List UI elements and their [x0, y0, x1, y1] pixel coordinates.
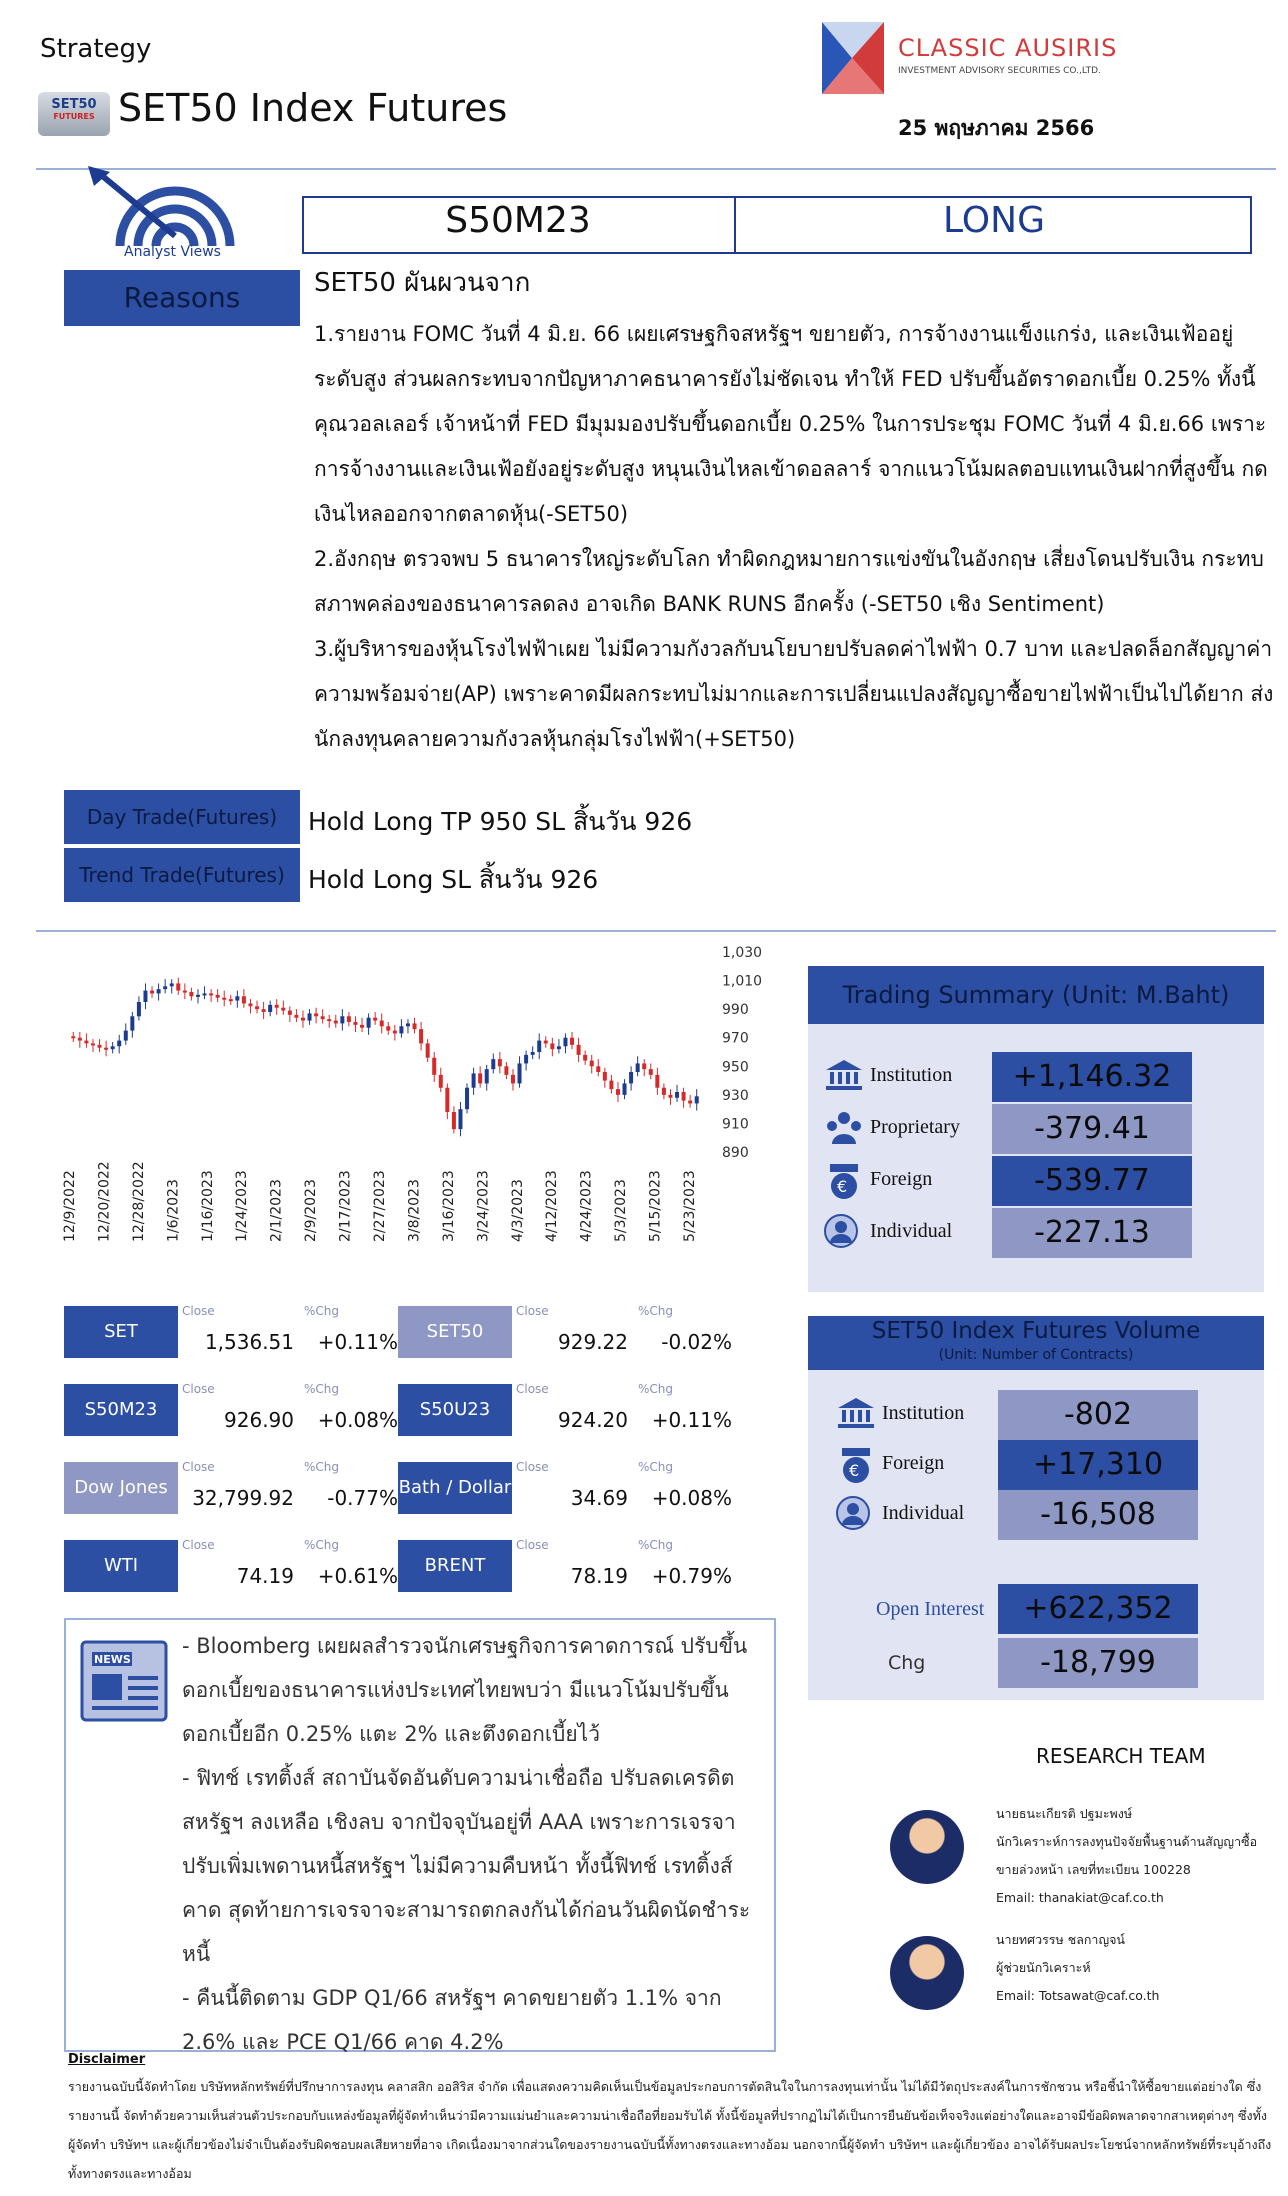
analyst-1-info — [996, 1800, 1276, 1912]
x-tick-label: 1/24/2023 — [234, 1170, 251, 1242]
candle-body — [222, 998, 226, 1000]
open-interest-value: +622,352 — [998, 1584, 1198, 1634]
x-tick-label: 2/17/2023 — [337, 1170, 354, 1242]
y-tick-label: 1,010 — [722, 973, 763, 990]
market-close-label: Close — [516, 1538, 549, 1552]
market-label: WTI — [64, 1540, 178, 1592]
reason-paragraph: 1.รายงาน FOMC วันที่ 4 มิ.ย. 66 เผยเศรษฐกิจสหรัฐฯ ขยายตัว, การจ้างงานแข็งแกร่ง, และเงินเฟ้ออยู่ระดับสูง ส่วนผลกระทบจากปัญหาภาคธนาคารยังไม่ชัดเจน ทำให้ FED ปรับขึ้นอัตราดอกเบี้ย 0.25% ทั้งนี้คุณวอลเลอร์ เจ้าหน้าที่ FED มีมุมมองปรับขึ้นดอกเบี้ย 0.25% ในการประชุม FOMC วันที่ 4 มิ.ย.66 เพราะการจ้างงานและเงินเฟ้อยังอยู่ระดับสูง หนุนเงินไหลเข้าดอลลาร์ จากแนวโน้มผลตอบแทนเงินฝากที่สูงขึ้น กดเงินไหลออกจากตลาดหุ้น(-SET50) — [314, 322, 1268, 526]
x-tick-label: 12/28/2022 — [130, 1161, 147, 1242]
market-chg-value: +0.11% — [651, 1408, 732, 1432]
company-subtitle: INVESTMENT ADVISORY SECURITIES CO.,LTD. — [898, 66, 1101, 76]
candle-body — [176, 983, 180, 990]
candle-body — [491, 1059, 495, 1069]
foreign-money-icon — [824, 1162, 864, 1204]
reasons-body — [314, 312, 1274, 762]
row-label: Institution — [870, 1064, 953, 1086]
person-icon — [824, 1214, 858, 1252]
market-chg-value: +0.11% — [317, 1330, 398, 1354]
market-close-label: Close — [182, 1538, 215, 1552]
candle-body — [275, 1005, 279, 1008]
candle-body — [623, 1083, 627, 1094]
market-close-label: Close — [182, 1460, 215, 1474]
contract-position: LONG — [943, 200, 1045, 241]
candle-body — [373, 1018, 377, 1021]
page-title: SET50 Index Futures — [118, 86, 508, 130]
y-tick-label: 970 — [722, 1030, 749, 1047]
trend-trade-value: Hold Long SL สิ้นวัน 926 — [308, 865, 599, 894]
candle-body — [426, 1043, 430, 1057]
candle-body — [196, 995, 200, 997]
x-tick-label: 2/1/2023 — [268, 1179, 285, 1242]
candle-body — [143, 991, 147, 1002]
x-tick-label: 4/24/2023 — [578, 1170, 595, 1242]
news-item: - ฟิทช์ เรทติ้งส์ สถาบันจัดอันดับความน่าเชื่อถือ ปรับลดเครดิตสหรัฐฯ ลงเหลือ เชิงลบ จากปัจจุบันอยู่ที่ AAA เพราะการเจรจาปรับเพิ่มเพดานหนี้สหรัฐฯ ไม่มีความคืบหน้า ทั้งนี้ฟิทช์ เรทติ้งส์ คาด สุดท้ายการเจรจาจะสามารถตกลงกันได้ก่อนวันผิดนัดชำระหนี้ — [182, 1766, 751, 1966]
candle-body — [465, 1088, 469, 1109]
market-label: S50U23 — [398, 1384, 512, 1436]
market-chg-label: %Chg — [638, 1460, 674, 1474]
candle-body — [294, 1015, 298, 1018]
candle-body — [321, 1016, 325, 1019]
newspaper-icon — [78, 1636, 176, 1724]
market-close-label: Close — [516, 1304, 549, 1318]
candle-body — [360, 1025, 364, 1028]
candle-body — [524, 1055, 528, 1064]
reason-paragraph: 2.อังกฤษ ตรวจพบ 5 ธนาคารใหญ่ระดับโลก ทำผิดกฎหมายการแข่งขันในอังกฤษ เสี่ยงโดนปรับเงิน กระทบสภาพคล่องของธนาคารลดลง อาจเกิด BANK RUNS อีกครั้ง (-SET50 เชิง Sentiment) — [314, 547, 1264, 616]
section-label: Strategy — [40, 34, 152, 64]
x-tick-label: 12/20/2022 — [96, 1161, 113, 1242]
analyst-email: Email: thanakiat@caf.co.th — [996, 1890, 1164, 1905]
candle-body — [439, 1075, 443, 1088]
x-tick-label: 3/24/2023 — [475, 1170, 492, 1242]
market-chg-label: %Chg — [304, 1538, 340, 1552]
day-trade-value: Hold Long TP 950 SL สิ้นวัน 926 — [308, 807, 693, 836]
market-chg-label: %Chg — [304, 1304, 340, 1318]
candle-body — [413, 1023, 417, 1029]
y-tick-label: 890 — [722, 1145, 749, 1161]
candle-body — [209, 993, 213, 995]
candle-body — [504, 1066, 508, 1075]
candle-body — [445, 1088, 449, 1112]
x-tick-label: 2/9/2023 — [303, 1179, 320, 1242]
candle-body — [203, 993, 207, 995]
section-divider — [36, 930, 1276, 932]
row-label: Foreign — [870, 1168, 933, 1190]
bank-icon — [836, 1396, 876, 1434]
candle-body — [170, 983, 174, 986]
candle-body — [393, 1031, 397, 1034]
reasons-label: Reasons — [64, 270, 300, 326]
candle-body — [563, 1038, 567, 1047]
candle-body — [472, 1073, 476, 1087]
company-name: CLASSIC AUSIRIS — [898, 34, 1118, 62]
disclaimer-body: รายงานฉบับนี้จัดทำโดย บริษัทหลักทรัพย์ที่ปรึกษาการลงทุน คลาสสิก ออสิริส จำกัด เพื่อแสดงความคิดเห็นเป็นข้อมูลประกอบการตัดสินใจในการลงทุนเท่านั้น ไม่ได้มีวัตถุประสงค์ในการชักชวน หรือชี้นำให้ซื้อขายแต่อย่างใด ซึ่งรายงานนี้ จัดทำด้วยความเห็นส่วนตัวประกอบกับแหล่งข้อมูลที่ผู้จัดทำเห็นว่ามีความแม่นยำและความน่าเชื่อถือที่ยอมรับได้ ทั้งนี้ข้อมูลที่ปรากฏไม่ได้เป็นการยืนยันข้อเท็จจริงแต่อย่างใดและอาจมีข้อผิดพลาดจากสาเหตุต่างๆ ซึ่งทั้งผู้จัดทำ บริษัทฯ และผู้เกี่ยวข้องไม่จำเป็นต้องรับผิดชอบผลเสียหายที่อาจ เกิดเนื่องมาจากส่วนใดของรายงานฉบับนี้ทั้งทางตรงและทางอ้อม นอกจากนี้ผู้จัดทำ บริษัทฯ และผู้เกี่ยวข้อง อาจได้รับผลประโยชน์จากหลักทรัพย์ที่ระบุอ้างถึงทั้งทางตรงและทางอ้อม — [68, 2079, 1272, 2181]
market-close-label: Close — [516, 1460, 549, 1474]
row-value: -227.13 — [992, 1208, 1192, 1258]
market-close-label: Close — [182, 1382, 215, 1396]
row-value: -379.41 — [992, 1104, 1192, 1154]
x-tick-label: 4/12/2023 — [544, 1170, 561, 1242]
analyst-name: นายธนะเกียรติ ปฐมะพงษ์ — [996, 1806, 1133, 1821]
candle-body — [367, 1018, 371, 1028]
candle-body — [537, 1041, 541, 1052]
row-value: -16,508 — [998, 1490, 1198, 1540]
candle-body — [675, 1092, 679, 1098]
svg-text:€: € — [849, 1461, 860, 1480]
candle-body — [91, 1043, 95, 1045]
candle-body — [248, 1003, 252, 1006]
candle-body — [629, 1072, 633, 1083]
disclaimer-title: Disclaimer — [68, 2052, 146, 2067]
candle-body — [235, 996, 239, 1000]
candle-body — [98, 1045, 102, 1048]
open-interest-chg-value: -18,799 — [998, 1638, 1198, 1688]
row-label: Individual — [882, 1502, 965, 1524]
candle-body — [655, 1075, 659, 1088]
candle-body — [682, 1092, 686, 1101]
candle-body — [531, 1052, 535, 1055]
reasons-heading: SET50 ผันผวนจาก — [314, 268, 531, 298]
market-label: Bath / Dollar — [398, 1462, 512, 1514]
candle-body — [163, 986, 167, 989]
candle-body — [511, 1075, 515, 1084]
candle-body — [399, 1026, 403, 1033]
row-label: Individual — [870, 1220, 953, 1242]
candle-body — [71, 1036, 75, 1038]
x-tick-label: 5/3/2023 — [613, 1179, 630, 1242]
candle-body — [117, 1041, 121, 1047]
x-tick-label: 5/23/2023 — [682, 1170, 698, 1242]
market-chg-label: %Chg — [638, 1538, 674, 1552]
market-close-label: Close — [516, 1382, 549, 1396]
row-label: Proprietary — [870, 1116, 960, 1138]
candle-body — [183, 991, 187, 993]
candle-body — [314, 1013, 318, 1016]
candle-body — [301, 1018, 305, 1021]
trend-trade-label: Trend Trade(Futures) — [64, 848, 300, 902]
market-close-value: 929.22 — [558, 1330, 628, 1354]
foreign-money-icon — [836, 1446, 876, 1488]
candle-body — [695, 1096, 699, 1103]
x-tick-label: 12/9/2022 — [62, 1170, 78, 1242]
candle-body — [518, 1063, 522, 1083]
futures-volume-title: SET50 Index Futures Volume — [871, 1318, 1201, 1344]
row-value: +17,310 — [998, 1440, 1198, 1490]
candle-body — [334, 1021, 338, 1024]
market-close-value: 926.90 — [224, 1408, 294, 1432]
candle-body — [636, 1063, 640, 1072]
x-tick-label: 3/16/2023 — [440, 1170, 457, 1242]
candle-body — [432, 1058, 436, 1075]
contract-code: S50M23 — [445, 200, 591, 241]
market-close-value: 924.20 — [558, 1408, 628, 1432]
open-interest-chg-label: Chg — [888, 1652, 926, 1674]
analyst-views-label: Analyst Views — [124, 244, 221, 260]
research-team-title: RESEARCH TEAM — [1036, 1744, 1206, 1768]
market-label: S50M23 — [64, 1384, 178, 1436]
x-tick-label: 1/6/2023 — [165, 1179, 182, 1242]
analyst-2-info — [996, 1926, 1276, 2010]
x-tick-label: 2/27/2023 — [372, 1170, 388, 1242]
news-item: - Bloomberg เผยผลสำรวจนักเศรษฐกิจการคาดการณ์ ปรับขึ้นดอกเบี้ยของธนาคารแห่งประเทศไทยพบว่า มีแนวโน้มปรับขึ้นดอกเบี้ยอีก 0.25% แตะ 2% และตึงดอกเบี้ยไว้ — [182, 1634, 748, 1746]
market-label: SET — [64, 1306, 178, 1358]
candle-body — [327, 1019, 331, 1021]
row-value: +1,146.32 — [992, 1052, 1192, 1102]
candle-body — [281, 1008, 285, 1011]
analyst-avatar — [890, 1810, 964, 1884]
y-tick-label: 910 — [722, 1116, 749, 1133]
set50-futures-logo: SET50 FUTURES — [38, 92, 110, 136]
analyst-avatar — [890, 1936, 964, 2010]
row-value: -802 — [998, 1390, 1198, 1440]
market-close-value: 78.19 — [570, 1564, 628, 1588]
svg-text:€: € — [837, 1177, 848, 1196]
trading-summary-title: Trading Summary (Unit: M.Baht) — [808, 966, 1264, 1024]
news-item: - คืนนี้ติดตาม GDP Q1/66 สหรัฐฯ คาดขยายตัว 1.1% จาก 2.6% และ PCE Q1/66 คาด 4.2% — [182, 1986, 722, 2054]
candle-body — [137, 1002, 141, 1016]
candle-body — [130, 1016, 134, 1030]
candle-body — [242, 996, 246, 1003]
candle-body — [419, 1029, 423, 1043]
market-chg-value: -0.02% — [661, 1330, 732, 1354]
y-tick-label: 950 — [722, 1059, 749, 1076]
candle-body — [255, 1006, 259, 1009]
candle-body — [308, 1013, 312, 1020]
news-body — [182, 1624, 762, 2064]
candle-body — [668, 1095, 672, 1098]
candle-body — [616, 1089, 620, 1095]
open-interest-label: Open Interest — [876, 1598, 985, 1620]
row-value: -539.77 — [992, 1156, 1192, 1206]
candle-body — [84, 1041, 88, 1044]
market-chg-label: %Chg — [304, 1382, 340, 1396]
market-chg-value: +0.08% — [651, 1486, 732, 1510]
row-label: Institution — [882, 1402, 965, 1424]
candle-body — [353, 1022, 357, 1025]
candle-body — [340, 1016, 344, 1023]
candle-body — [609, 1081, 613, 1090]
futures-volume-subtitle: (Unit: Number of Contracts) — [938, 1347, 1134, 1363]
market-chg-label: %Chg — [638, 1304, 674, 1318]
market-close-value: 74.19 — [236, 1564, 294, 1588]
analyst-name: นายทศวรรษ ชลกาญจน์ — [996, 1932, 1125, 1947]
market-chg-value: +0.08% — [317, 1408, 398, 1432]
analyst-role: ผู้ช่วยนักวิเคราะห์ — [996, 1960, 1091, 1975]
x-tick-label: 3/8/2023 — [406, 1179, 423, 1242]
set50-candlestick-chart — [60, 940, 780, 1310]
market-chg-value: -0.77% — [327, 1486, 398, 1510]
person-icon — [836, 1496, 870, 1534]
analyst-role: นักวิเคราะห์การลงทุนปัจจัยพื้นฐานด้านสัญญาซื้อ — [996, 1834, 1258, 1849]
candle-body — [78, 1038, 82, 1041]
market-close-value: 34.69 — [570, 1486, 628, 1510]
candle-body — [347, 1016, 351, 1022]
candle-body — [498, 1059, 502, 1066]
candle-body — [150, 991, 154, 994]
candle-body — [662, 1088, 666, 1095]
candle-body — [124, 1031, 128, 1041]
candle-body — [406, 1023, 410, 1026]
day-trade-label: Day Trade(Futures) — [64, 790, 300, 844]
candle-body — [104, 1048, 108, 1050]
company-logo-icon — [822, 22, 884, 94]
candle-body — [458, 1109, 462, 1129]
market-label: Dow Jones — [64, 1462, 178, 1514]
candle-body — [157, 989, 161, 993]
candle-body — [268, 1005, 272, 1012]
x-tick-label: 1/16/2023 — [199, 1170, 216, 1242]
candle-body — [688, 1101, 692, 1104]
analyst-role: ขายล่วงหน้า เลขที่ทะเบียน 100228 — [996, 1862, 1191, 1877]
market-chg-label: %Chg — [304, 1460, 340, 1474]
candle-body — [544, 1041, 548, 1044]
row-label: Foreign — [882, 1452, 945, 1474]
candle-body — [111, 1046, 115, 1049]
y-tick-label: 1,030 — [722, 945, 763, 961]
candle-body — [642, 1063, 646, 1069]
candle-body — [570, 1038, 574, 1045]
candle-body — [603, 1072, 607, 1081]
market-close-value: 1,536.51 — [204, 1330, 294, 1354]
market-close-value: 32,799.92 — [192, 1486, 294, 1510]
candle-body — [550, 1043, 554, 1049]
candle-body — [557, 1046, 561, 1049]
candle-body — [478, 1073, 482, 1083]
y-tick-label: 990 — [722, 1002, 749, 1019]
candle-body — [452, 1112, 456, 1129]
analyst-email: Email: Totsawat@caf.co.th — [996, 1988, 1160, 2003]
candle-body — [577, 1045, 581, 1055]
candle-body — [590, 1061, 594, 1067]
market-label: BRENT — [398, 1540, 512, 1592]
candle-body — [485, 1069, 489, 1083]
candle-body — [229, 999, 233, 1001]
candle-body — [583, 1055, 587, 1061]
candle-body — [649, 1069, 653, 1075]
candle-body — [288, 1011, 292, 1015]
market-chg-value: +0.61% — [317, 1564, 398, 1588]
futures-volume-header — [808, 1316, 1264, 1370]
bank-icon — [824, 1058, 864, 1096]
market-chg-value: +0.79% — [651, 1564, 732, 1588]
candle-body — [380, 1021, 384, 1027]
market-label: SET50 — [398, 1306, 512, 1358]
candle-body — [189, 992, 193, 996]
market-chg-label: %Chg — [638, 1382, 674, 1396]
x-tick-label: 4/3/2023 — [509, 1179, 526, 1242]
svg-text:NEWS: NEWS — [94, 1653, 131, 1666]
candle-body — [386, 1026, 390, 1030]
market-close-label: Close — [182, 1304, 215, 1318]
group-icon — [824, 1110, 864, 1150]
candle-body — [596, 1066, 600, 1072]
candle-body — [262, 1009, 266, 1012]
reason-paragraph: 3.ผู้บริหารของหุ้นโรงไฟฟ้าเผย ไม่มีความกังวลกับนโยบายปรับลดค่าไฟฟ้า 0.7 บาท และปลดล็อกสัญญาค่าความพร้อมจ่าย(AP) เพราะคาดมีผลกระทบไม่มากและการเปลี่ยนแปลงสัญญาซื้อขายไฟฟ้าเป็นไปได้ยาก ส่งนักลงทุนคลายความกังวลหุ้นกลุ่มโรงไฟฟ้า(+SET50) — [314, 637, 1274, 751]
x-tick-label: 5/15/2023 — [647, 1170, 664, 1242]
candle-body — [216, 995, 220, 998]
y-tick-label: 930 — [722, 1087, 749, 1104]
report-date: 25 พฤษภาคม 2566 — [898, 116, 1095, 140]
